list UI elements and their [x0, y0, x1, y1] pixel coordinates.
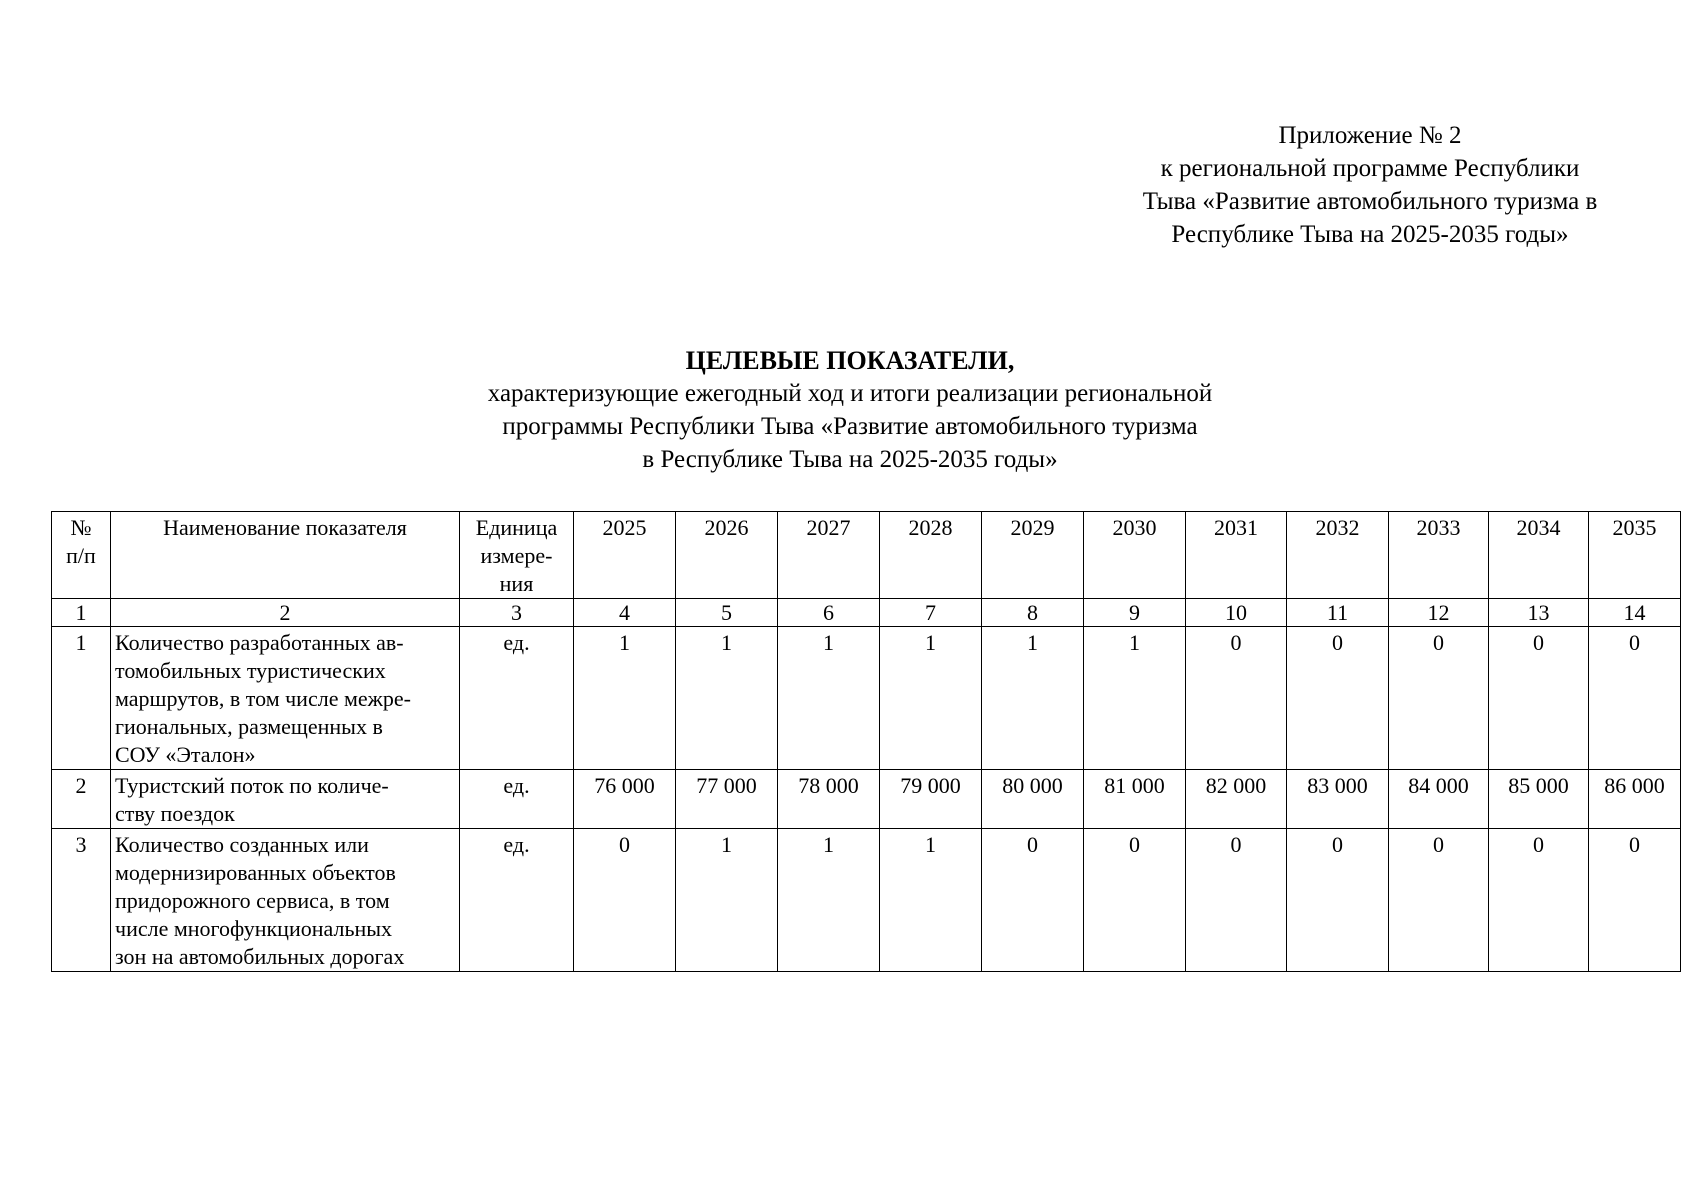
indicator-name-line: Туристский поток по количе- — [115, 773, 389, 798]
indicator-name — [111, 627, 460, 770]
column-number: 8 — [982, 599, 1084, 627]
header-year: 2028 — [880, 512, 982, 599]
column-number: 1 — [52, 599, 111, 627]
table-row — [52, 627, 1681, 770]
year-value: 1 — [1084, 627, 1186, 770]
column-number: 7 — [880, 599, 982, 627]
subtitle-line-3: в Республике Тыва на 2025-2035 годы» — [642, 446, 1058, 473]
column-number: 4 — [574, 599, 676, 627]
column-number: 10 — [1186, 599, 1287, 627]
appendix-line-2: к региональной программе Республики — [1160, 155, 1580, 182]
indicator-name — [111, 770, 460, 829]
indicator-name-line: числе многофункциональных — [115, 916, 393, 941]
subtitle-line-1: характеризующие ежегодный ход и итоги реализации региональной — [487, 380, 1213, 407]
indicator-name-line: СОУ «Эталон» — [115, 742, 256, 767]
year-value: 1 — [880, 829, 982, 972]
appendix-line-3: Тыва «Развитие автомобильного туризма в — [1142, 188, 1598, 215]
year-value: 0 — [1389, 627, 1489, 770]
indicator-name-line: томобильных туристических — [115, 658, 386, 683]
indicator-name-line: зон на автомобильных дорогах — [115, 944, 405, 969]
document-title — [300, 344, 1400, 476]
year-value: 1 — [982, 627, 1084, 770]
year-value: 86 000 — [1589, 770, 1681, 829]
header-unit-line-1: Единица — [475, 515, 558, 540]
column-number: 3 — [460, 599, 574, 627]
column-number: 11 — [1287, 599, 1389, 627]
table-row — [52, 770, 1681, 829]
header-number — [52, 512, 111, 599]
appendix-line-4: Республике Тыва на 2025-2035 годы» — [1171, 221, 1569, 248]
year-value: 1 — [778, 627, 880, 770]
indicator-name-line: маршрутов, в том числе межре- — [115, 686, 411, 711]
row-number: 2 — [52, 770, 111, 829]
indicator-name-line: Количество созданных или — [115, 832, 369, 857]
indicator-name-line: придорожного сервиса, в том — [115, 888, 390, 913]
header-year: 2032 — [1287, 512, 1389, 599]
column-number: 2 — [111, 599, 460, 627]
year-value: 1 — [676, 627, 778, 770]
header-year: 2027 — [778, 512, 880, 599]
year-value: 84 000 — [1389, 770, 1489, 829]
row-number: 1 — [52, 627, 111, 770]
year-value: 0 — [1084, 829, 1186, 972]
indicator-name-line: гиональных, размещенных в — [115, 714, 383, 739]
year-value: 80 000 — [982, 770, 1084, 829]
header-name: Наименование показателя — [111, 512, 460, 599]
header-year: 2029 — [982, 512, 1084, 599]
indicator-name-line: модернизированных объектов — [115, 860, 396, 885]
year-value: 0 — [1489, 627, 1589, 770]
column-number: 14 — [1589, 599, 1681, 627]
year-value: 0 — [982, 829, 1084, 972]
column-number: 13 — [1489, 599, 1589, 627]
year-value: 1 — [676, 829, 778, 972]
year-value: 0 — [1589, 627, 1681, 770]
header-number-line-1: № — [70, 515, 92, 540]
appendix-note — [1080, 119, 1660, 251]
header-year: 2031 — [1186, 512, 1287, 599]
year-value: 0 — [1489, 829, 1589, 972]
indicator-name-line: Количество разработанных ав- — [115, 630, 404, 655]
row-number: 3 — [52, 829, 111, 972]
unit: ед. — [460, 770, 574, 829]
header-number-line-2: п/п — [66, 543, 96, 568]
indicators-table — [51, 511, 1681, 972]
column-number-row — [52, 599, 1681, 627]
subtitle-line-2: программы Республики Тыва «Развитие автомобильного туризма — [502, 413, 1198, 440]
header-year: 2035 — [1589, 512, 1681, 599]
year-value: 0 — [1589, 829, 1681, 972]
year-value: 0 — [1287, 627, 1389, 770]
year-value: 0 — [1186, 627, 1287, 770]
unit: ед. — [460, 627, 574, 770]
column-number: 9 — [1084, 599, 1186, 627]
column-number: 12 — [1389, 599, 1489, 627]
header-year: 2034 — [1489, 512, 1589, 599]
year-value: 1 — [778, 829, 880, 972]
column-number: 5 — [676, 599, 778, 627]
header-year: 2033 — [1389, 512, 1489, 599]
year-value: 1 — [574, 627, 676, 770]
unit: ед. — [460, 829, 574, 972]
year-value: 77 000 — [676, 770, 778, 829]
header-unit — [460, 512, 574, 599]
year-value: 83 000 — [1287, 770, 1389, 829]
table-header-row — [52, 512, 1681, 599]
year-value: 81 000 — [1084, 770, 1186, 829]
year-value: 0 — [1186, 829, 1287, 972]
header-unit-line-2: измере- — [480, 543, 553, 568]
year-value: 79 000 — [880, 770, 982, 829]
table-row — [52, 829, 1681, 972]
year-value: 76 000 — [574, 770, 676, 829]
year-value: 82 000 — [1186, 770, 1287, 829]
appendix-line-1: Приложение № 2 — [1278, 122, 1462, 149]
year-value: 0 — [574, 829, 676, 972]
page-title: ЦЕЛЕВЫЕ ПОКАЗАТЕЛИ, — [685, 346, 1015, 375]
header-year: 2026 — [676, 512, 778, 599]
column-number: 6 — [778, 599, 880, 627]
year-value: 0 — [1389, 829, 1489, 972]
year-value: 0 — [1287, 829, 1389, 972]
header-unit-line-3: ния — [499, 571, 534, 596]
indicator-name-line: ству поездок — [115, 801, 235, 826]
year-value: 85 000 — [1489, 770, 1589, 829]
header-year: 2025 — [574, 512, 676, 599]
indicator-name — [111, 829, 460, 972]
year-value: 1 — [880, 627, 982, 770]
header-year: 2030 — [1084, 512, 1186, 599]
year-value: 78 000 — [778, 770, 880, 829]
